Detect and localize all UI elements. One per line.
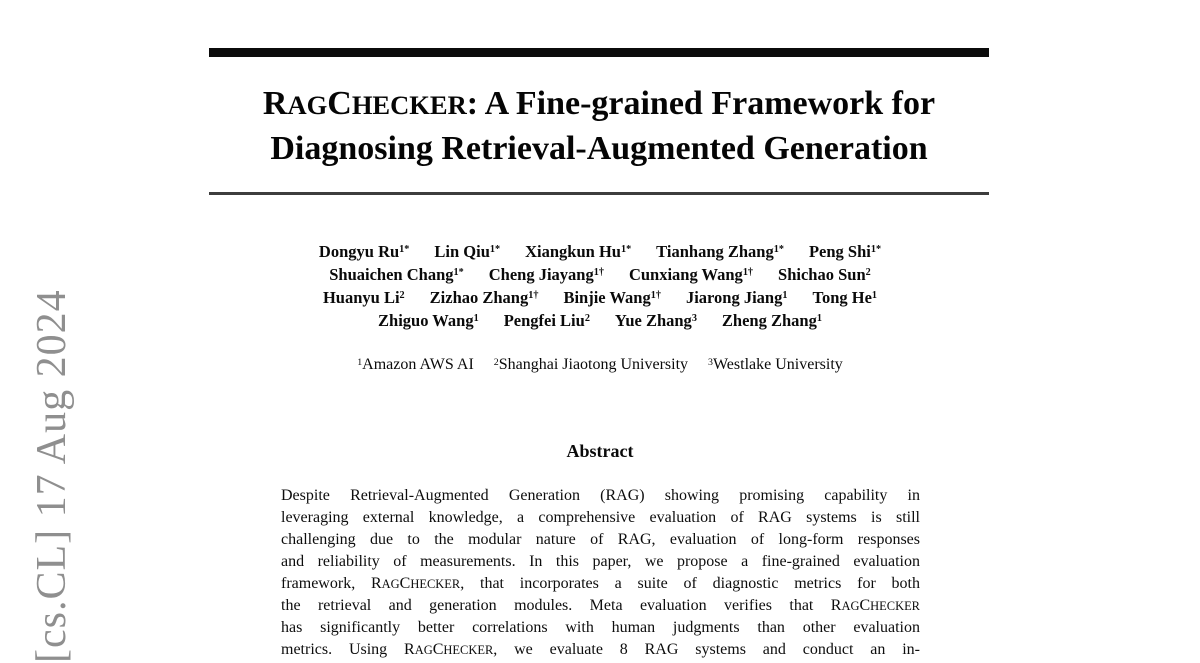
author-name: Zheng Zhang$^1$ (721, 311, 822, 330)
title-rule-top (209, 48, 989, 57)
author-name: Huanyu Li$^2$ (322, 288, 405, 307)
author-name: Dongyu $Ru^{1*}$ (318, 242, 410, 261)
author-affiliation-marker: 1* (773, 244, 784, 256)
author-name: Xiangkun $Hu^{1*}$ (525, 242, 632, 261)
author-affiliation-marker: 1 (871, 290, 878, 302)
author-affiliation-marker: 1 (473, 313, 479, 325)
author-affiliation-marker: 1† (742, 267, 754, 279)
text-segment: : A Fine-grained Framework for (466, 85, 936, 122)
abstract-line (281, 485, 920, 507)
author-affiliation-marker: 1* (489, 244, 501, 256)
abstract-line (281, 507, 920, 529)
text-segment: , that incorporates a suite of diagnostic metrics for both (460, 575, 920, 592)
abstract-line (281, 529, 920, 551)
abstract-line (281, 617, 920, 639)
author-affiliation-marker: 1 (782, 290, 788, 302)
author-affiliation-marker: 2 (584, 313, 590, 325)
author-affiliation-marker: 3 (691, 313, 697, 325)
text-segment: has significantly better correlations with human judgments than other evaluation (281, 619, 920, 636)
text-segment: C (327, 85, 352, 122)
text-segment: , we evaluate 8 RAG systems and conduct an in- (493, 641, 920, 658)
text-segment: metrics. Using R (281, 641, 415, 658)
author-name: Cheng Jiayang$^{1\dagger}$ (488, 265, 604, 284)
text-segment: framework, R (281, 575, 382, 592)
author-name: Peng Shi$^{1*}$ (808, 242, 882, 261)
abstract-line (281, 595, 920, 617)
small-caps-text: HECKER (410, 577, 461, 591)
abstract-line (281, 639, 920, 661)
affiliation-item: $^2$Shanghai Jiaotong University (493, 356, 689, 373)
author-affiliation-marker: 1* (453, 267, 464, 279)
affiliation-marker: 2 (493, 356, 499, 368)
author-name: Lin Qiu$^{1*}$ (434, 242, 501, 261)
author-line (200, 263, 1000, 286)
author-affiliation-marker: 1* (620, 244, 632, 256)
author-name: Jiarong Jiang$^1$ (685, 288, 788, 307)
affiliations (200, 355, 1000, 375)
author-name: Zizhao Zhang$^{1\dagger}$ (429, 288, 539, 307)
affiliation-marker: 3 (708, 356, 713, 368)
abstract-body (281, 485, 920, 661)
author-name: Shuaichen Chang$^{1*}$ (329, 265, 464, 284)
affiliation-item: $^3$Westlake University (708, 356, 843, 373)
author-affiliation-marker: 1* (870, 244, 882, 256)
text-segment: challenging due to the modular nature of RAG, evaluation of long-form responses (281, 531, 920, 548)
author-name: Tong He$^1$ (812, 288, 878, 307)
arxiv-watermark: [cs.CL] 17 Aug 2024 (29, 289, 75, 663)
text-segment: Despite Retrieval-Augmented Generation (RAG) showing promising capability in (281, 487, 920, 504)
affiliation-item: $^1$Amazon AWS AI (357, 356, 474, 373)
author-name: Shichao Sun$^2$ (778, 265, 871, 284)
author-name: Binjie Wang$^{1\dagger}$ (563, 288, 661, 307)
small-caps-text: AG (414, 643, 433, 657)
author-name: Yue Zhang$^3$ (614, 311, 697, 330)
author-name: Zhiguo Wang$^1$ (378, 311, 479, 330)
paper-title-line-1 (199, 82, 999, 127)
author-affiliation-marker: 2 (399, 290, 405, 302)
text-segment: C (399, 575, 411, 592)
small-caps-text: AG (381, 577, 400, 591)
author-name: Tianhang Zhang$^{1*}$ (656, 242, 784, 261)
text-segment: Diagnosing Retrieval-Augmented Generation (270, 130, 928, 167)
small-caps-text: HECKER (870, 599, 920, 613)
abstract-line (281, 573, 920, 595)
author-name: Pengfei Liu$^2$ (503, 311, 590, 330)
text-segment: and reliability of measurements. In this paper, we propose a fine-grained evaluation (281, 553, 920, 570)
author-affiliation-marker: 1† (593, 267, 604, 279)
small-caps-text: AG (841, 599, 860, 613)
text-segment: leveraging external knowledge, a comprehensive evaluation of RAG systems is still (281, 509, 920, 526)
author-affiliation-marker: 1 (816, 313, 822, 325)
text-segment: C (432, 641, 444, 658)
text-segment: the retrieval and generation modules. Meta evaluation verifies that R (281, 597, 842, 614)
paper-title-line-2 (199, 127, 999, 170)
title-rule-bottom (209, 192, 989, 195)
text-segment: R (262, 85, 288, 122)
author-affiliation-marker: 1† (528, 290, 539, 302)
author-line (200, 286, 1000, 309)
author-affiliation-marker: 1* (399, 244, 410, 256)
author-name: Cunxiang Wang$^{1\dagger}$ (628, 265, 754, 284)
author-line (200, 309, 1000, 332)
affiliation-marker: 1 (357, 356, 363, 368)
author-block (200, 240, 1000, 332)
paper-title (199, 82, 999, 170)
text-segment: C (859, 597, 871, 614)
small-caps-text: HECKER (351, 90, 467, 120)
small-caps-text: HECKER (443, 643, 494, 657)
author-line (200, 240, 1000, 263)
author-affiliation-marker: 1† (650, 290, 661, 302)
abstract-heading: Abstract (566, 441, 634, 461)
small-caps-text: AG (287, 90, 328, 120)
abstract-line (281, 551, 920, 573)
author-affiliation-marker: 2 (865, 267, 871, 279)
